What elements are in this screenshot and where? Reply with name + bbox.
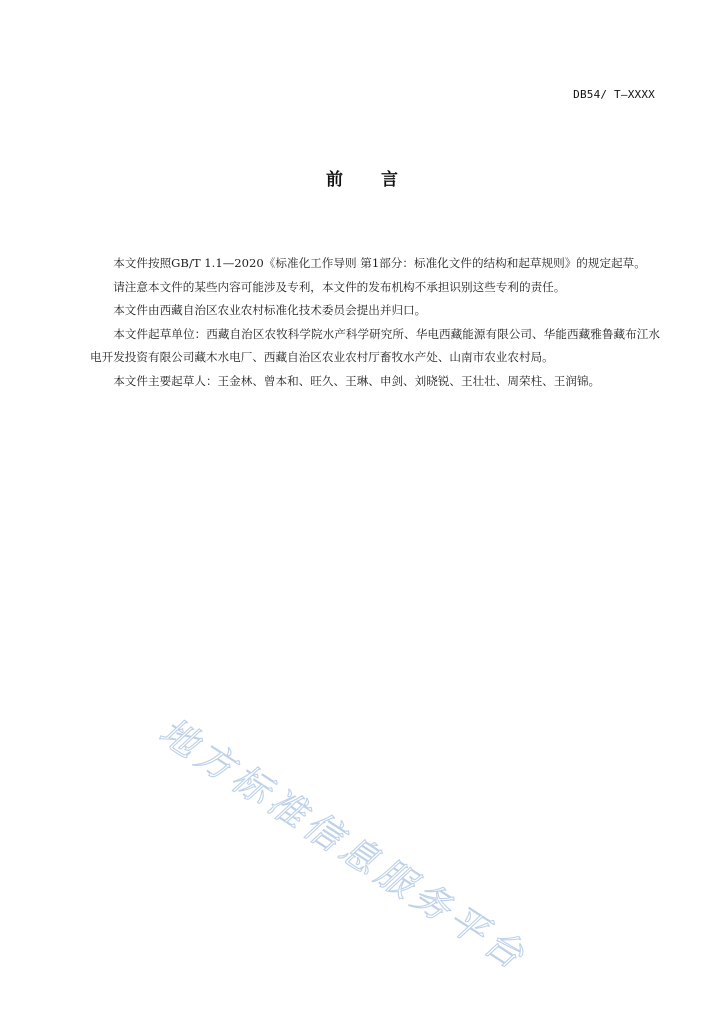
- paragraph-drafting-units: 本文件起草单位：西藏自治区农牧科学院水产科学研究所、华电西藏能源有限公司、华能西藏雅鲁藏布江水电开发投资有限公司藏木水电厂、西藏自治区农业农村厅畜牧水产处、山南市农业农村局。: [90, 326, 660, 364]
- paragraph-drafters: 本文件主要起草人：王金林、曾本和、旺久、王琳、申剑、刘晓锐、王壮壮、周荣柱、王润锦。: [113, 373, 601, 388]
- title-char-2: 言: [381, 170, 398, 190]
- title-char-1: 前: [326, 170, 343, 190]
- paragraph-proposer: 本文件由西藏自治区农业农村标准化技术委员会提出并归口。: [113, 303, 427, 317]
- foreword-body: [90, 252, 660, 393]
- watermark-text: 地方标准信息服务平台: [151, 709, 536, 980]
- page-title: [0, 165, 724, 190]
- paragraph-drafting-rules: 本文件按照GB/T 1.1—2020《标准化工作导则 第1部分：标准化文件的结构和起草规则》的规定起草。: [113, 256, 646, 270]
- paragraph-patent-notice: 请注意本文件的某些内容可能涉及专利，本文件的发布机构不承担识别这些专利的责任。: [113, 279, 566, 294]
- document-code: DB54/ T—XXXX: [573, 88, 655, 101]
